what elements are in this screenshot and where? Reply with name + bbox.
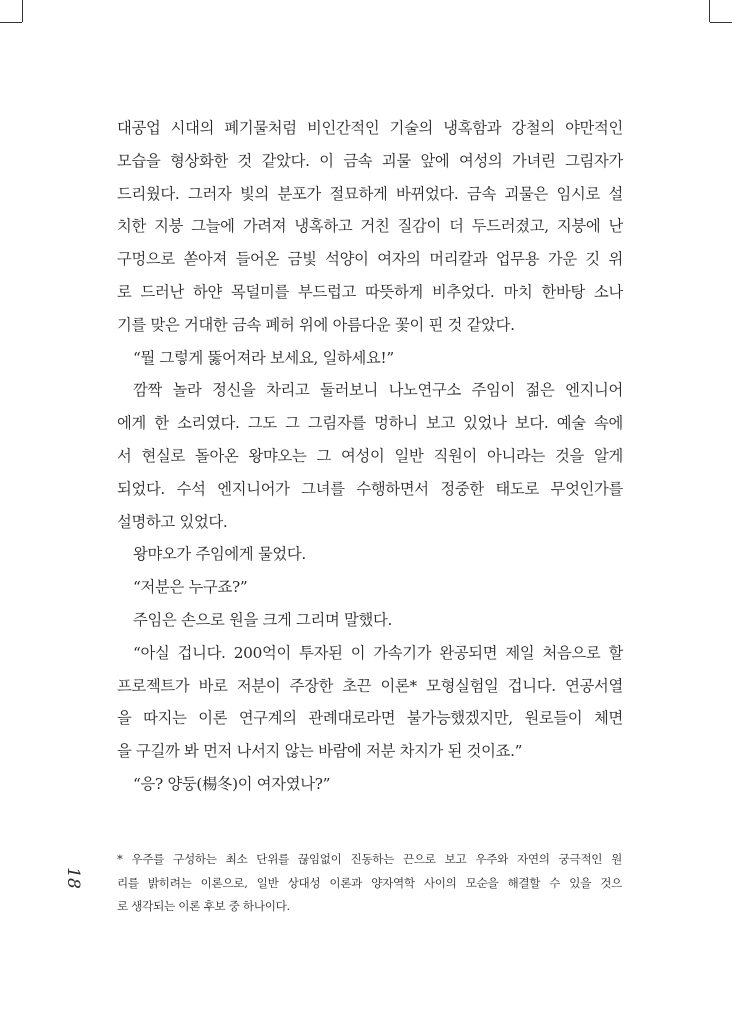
body-text bbox=[117, 112, 623, 801]
text-line: 되었다. 수석 엔지니어가 그녀를 수행하면서 정중한 태도로 무엇인가를 bbox=[117, 479, 623, 498]
dialogue-line: “저분은 누구죠?” bbox=[133, 578, 248, 597]
dialogue-line: “뭘 그렇게 뚫어져라 보세요, 일하세요!” bbox=[133, 348, 394, 367]
text-line: 설명하고 있었다. bbox=[117, 512, 228, 531]
dialogue-line: 프로젝트가 바로 저분이 주장한 초끈 이론* 모형실험일 겁니다. 연공서열 bbox=[117, 676, 623, 695]
text-line: 로 드러난 하얀 목덜미를 부드럽고 따뜻하게 비추었다. 마치 한바탕 소나 bbox=[117, 282, 623, 301]
footnote-line: * 우주를 구성하는 최소 단위를 끊임없이 진동하는 끈으로 보고 우주와 자연의 궁극적인 원 bbox=[117, 852, 622, 866]
crop-mark-top-left-v bbox=[22, 0, 23, 22]
text-line: 서 현실로 돌아온 왕먀오는 그 여성이 일반 직원이 아니라는 것을 알게 bbox=[117, 446, 623, 465]
footnote bbox=[117, 848, 622, 919]
page-number: 18 bbox=[63, 867, 83, 889]
dialogue-line: 을 따지는 이론 연구계의 관례대로라면 불가능했겠지만, 원로들이 체면 bbox=[117, 709, 623, 728]
text-line: 기를 맞은 거대한 금속 폐허 위에 아름다운 꽃이 핀 것 같았다. bbox=[117, 315, 515, 334]
dialogue-line: 을 구길까 봐 먼저 나서지 않는 바람에 저분 차지가 된 것이죠.” bbox=[117, 742, 523, 761]
text-line: 치한 지붕 그늘에 가려져 냉혹하고 거친 질감이 더 두드러졌고, 지붕에 난 bbox=[117, 217, 623, 236]
text-line: 주임은 손으로 원을 크게 그리며 말했다. bbox=[133, 610, 393, 629]
text-line: 깜짝 놀라 정신을 차리고 둘러보니 나노연구소 주임이 젊은 엔지니어 bbox=[133, 381, 623, 400]
text-line: 드리웠다. 그러자 빛의 분포가 절묘하게 바뀌었다. 금속 괴물은 임시로 설 bbox=[117, 184, 623, 203]
crop-mark-top-right-v bbox=[709, 0, 710, 22]
text-line: 모습을 형상화한 것 같았다. 이 금속 괴물 앞에 여성의 가녀린 그림자가 bbox=[117, 151, 623, 170]
footnote-line: 리를 밝히려는 이론으로, 일반 상대성 이론과 양자역학 사이의 모순을 해결할 수 있을 것으 bbox=[117, 875, 622, 890]
text-line: 구멍으로 쏟아져 들어온 금빛 석양이 여자의 머리칼과 업무용 가운 깃 위 bbox=[117, 250, 623, 269]
footnote-line: 로 생각되는 이론 후보 중 하나이다. bbox=[117, 899, 290, 913]
crop-mark-top-left bbox=[0, 22, 22, 23]
crop-mark-top-right bbox=[710, 22, 732, 23]
text-line: 왕먀오가 주임에게 물었다. bbox=[133, 545, 306, 564]
dialogue-line: “아실 겁니다. 200억이 투자된 이 가속기가 완공되면 제일 처음으로 할 bbox=[133, 643, 623, 662]
text-line: 대공업 시대의 폐기물처럼 비인간적인 기술의 냉혹함과 강철의 야만적인 bbox=[117, 119, 623, 137]
dialogue-line: “응? 양둥(楊冬)이 여자였나?” bbox=[133, 774, 331, 793]
text-line: 에게 한 소리였다. 그도 그 그림자를 멍하니 보고 있었나 보다. 예술 속에 bbox=[117, 414, 623, 433]
